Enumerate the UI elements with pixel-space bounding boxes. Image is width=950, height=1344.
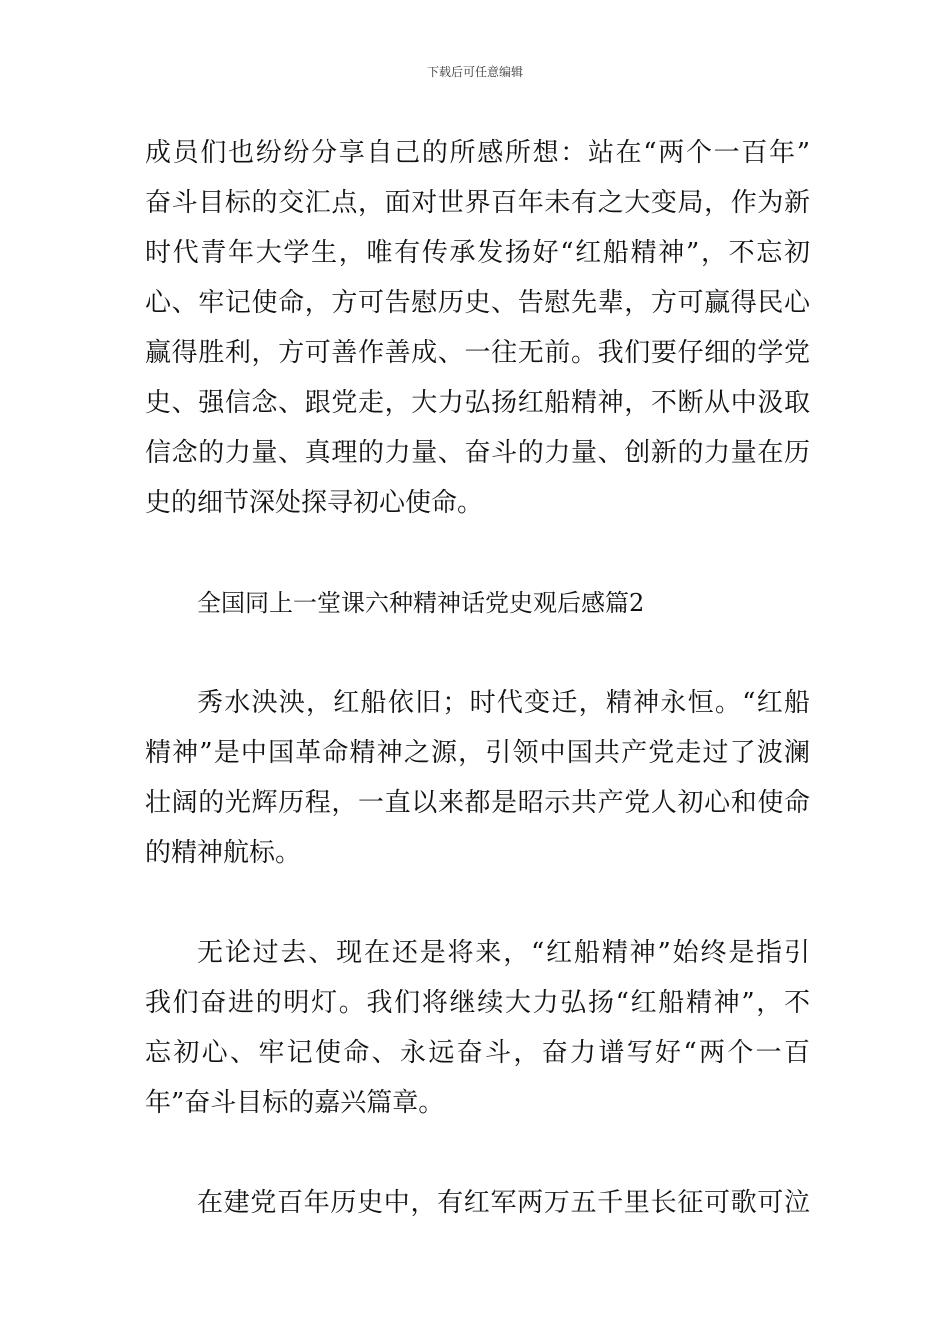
spacer (145, 1128, 810, 1178)
paragraph-line: 史的细节深处探寻初心使命。 (145, 488, 484, 518)
paragraph-line: 的精神航标。 (145, 838, 302, 868)
paragraph-line: 精神”是中国革命精神之源，引领中国共产党走过了波澜 (145, 738, 810, 768)
section-heading: 全国同上一堂课六种精神话党史观后感篇2 (197, 589, 645, 617)
page-header-note: 下载后可任意编辑 (426, 65, 523, 79)
spacer (145, 628, 810, 678)
paragraph-line: 年”奋斗目标的嘉兴篇章。 (145, 1088, 445, 1118)
paragraph-line: 秀水泱泱，红船依旧；时代变迁，精神永恒。“红船 (197, 688, 810, 718)
document-body (145, 128, 810, 1228)
spacer (145, 528, 810, 578)
paragraph-line: 忘初心、牢记使命、永远奋斗，奋力谱写好“两个一百 (145, 1038, 810, 1068)
paragraph-line: 无论过去、现在还是将来，“红船精神”始终是指引 (197, 938, 810, 968)
paragraph-2 (145, 678, 810, 878)
paragraph-line: 我们奋进的明灯。我们将继续大力弘扬“红船精神”，不 (145, 988, 810, 1018)
paragraph-4 (145, 1178, 810, 1228)
paragraph-line: 赢得胜利，方可善作善成、一往无前。我们要仔细的学党 (145, 338, 810, 368)
paragraph-line: 心、牢记使命，方可告慰历史、告慰先辈，方可赢得民心 (145, 288, 810, 318)
paragraph-line: 信念的力量、真理的力量、奋斗的力量、创新的力量在历 (145, 438, 810, 468)
paragraph-3 (145, 928, 810, 1128)
paragraph-line: 奋斗目标的交汇点，面对世界百年未有之大变局，作为新 (145, 188, 810, 218)
paragraph-line: 时代青年大学生，唯有传承发扬好“红船精神”，不忘初 (145, 238, 810, 268)
paragraph-line: 史、强信念、跟党走，大力弘扬红船精神，不断从中汲取 (145, 388, 810, 418)
paragraph-line: 在建党百年历史中，有红军两万五千里长征可歌可泣 (197, 1188, 810, 1218)
paragraph-line: 成员们也纷纷分享自己的所感所想：站在“两个一百年” (145, 138, 810, 168)
paragraph-line: 壮阔的光辉历程，一直以来都是昭示共产党人初心和使命 (145, 788, 810, 818)
paragraph-1 (145, 128, 810, 528)
spacer (145, 878, 810, 928)
